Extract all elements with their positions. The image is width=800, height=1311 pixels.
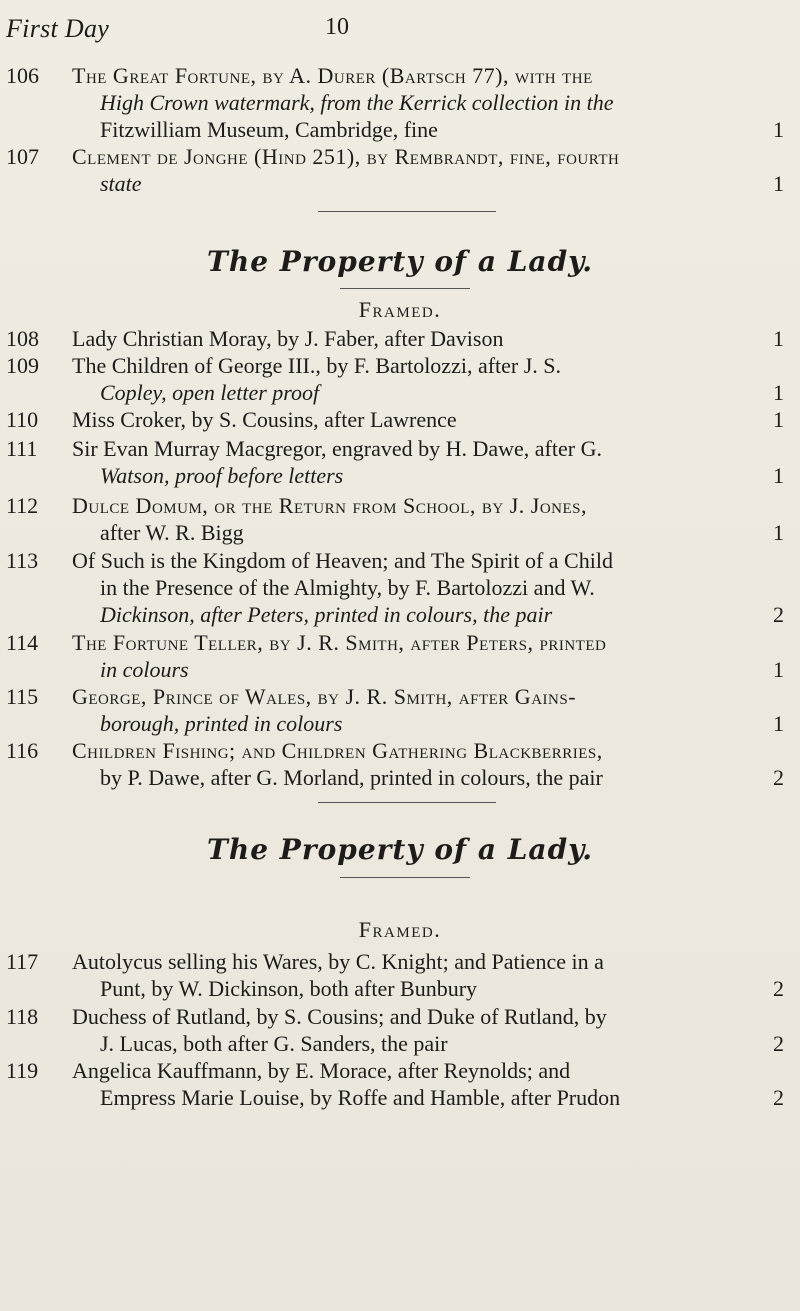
lot-108 — [0, 325, 790, 352]
lot-text-line: Punt, by W. Dickinson, both after Bunbury — [100, 976, 478, 1001]
lot-text-line: Empress Marie Louise, by Roffe and Hamble, after Prudon — [100, 1085, 621, 1110]
lot-text-line: Angelica Kauffmann, by E. Morace, after Reynolds; and — [72, 1058, 571, 1083]
lot-quantity: 2 — [773, 1085, 784, 1110]
lot-quantity: 2 — [773, 976, 784, 1001]
lot-112 — [0, 492, 790, 546]
lot-text-line: The Fortune Teller, by J. R. Smith, after Peters, printed — [72, 630, 607, 655]
heading-underline — [340, 288, 470, 289]
page-header — [0, 14, 800, 50]
lot-number: 106 — [6, 63, 39, 88]
lot-quantity: 1 — [773, 520, 784, 545]
lot-number: 118 — [6, 1004, 39, 1029]
lot-text-line: borough, printed in colours — [100, 711, 343, 736]
lot-text-line: in the Presence of the Almighty, by F. Bartolozzi and W. — [100, 575, 595, 600]
lot-text-line: Of Such is the Kingdom of Heaven; and The Spirit of a Child — [72, 548, 613, 573]
lot-number: 109 — [6, 353, 39, 378]
lot-number: 107 — [6, 144, 39, 169]
lot-117 — [0, 948, 790, 1002]
lot-number: 119 — [6, 1058, 39, 1083]
lot-number: 113 — [6, 548, 39, 573]
lot-text-line: Copley, open letter proof — [100, 380, 320, 405]
lot-quantity: 1 — [773, 463, 784, 488]
lot-113 — [0, 547, 790, 628]
lot-text-line: Lady Christian Moray, by J. Faber, after Davison — [72, 326, 504, 351]
lot-text-line: Fitzwilliam Museum, Cambridge, fine — [100, 117, 438, 142]
lot-107 — [0, 143, 790, 197]
heading-underline — [340, 877, 470, 878]
lot-text-line: by P. Dawe, after G. Morland, printed in colours, the pair — [100, 765, 603, 790]
lot-text-line: J. Lucas, both after G. Sanders, the pair — [100, 1031, 448, 1056]
lot-quantity: 2 — [773, 1031, 784, 1056]
lot-text-line: Miss Croker, by S. Cousins, after Lawrence — [72, 407, 457, 432]
lot-text-line: Clement de Jonghe (Hind 251), by Rembrandt, fine, fourth — [72, 144, 620, 169]
lot-quantity: 1 — [773, 117, 784, 142]
section-heading: The Property of a Lady. — [207, 833, 593, 866]
lot-118 — [0, 1003, 790, 1057]
lot-quantity: 1 — [773, 407, 784, 432]
lot-text-line: Sir Evan Murray Macgregor, engraved by H. Dawe, after G. — [72, 436, 602, 461]
lot-text-line: Dulce Domum, or the Return from School, by J. Jones, — [72, 493, 587, 518]
lot-quantity: 2 — [773, 602, 784, 627]
lot-114 — [0, 629, 790, 683]
lot-116 — [0, 737, 790, 791]
lot-number: 111 — [6, 436, 38, 461]
section-divider — [318, 802, 496, 803]
section-heading: The Property of a Lady. — [207, 245, 593, 278]
lot-text-line: Children Fishing; and Children Gathering Blackberries, — [72, 738, 603, 763]
lot-number: 110 — [6, 407, 39, 432]
lot-text-line: in colours — [100, 657, 189, 682]
lot-110 — [0, 406, 790, 433]
lot-quantity: 1 — [773, 711, 784, 736]
page-number: 10 — [325, 14, 349, 40]
lot-number: 114 — [6, 630, 39, 655]
lot-quantity: 2 — [773, 765, 784, 790]
lot-text-line: The Great Fortune, by A. Durer (Bartsch 77), with the — [72, 63, 593, 88]
section-divider — [318, 211, 496, 212]
running-head-day: First Day — [6, 14, 110, 43]
lot-text-line: Duchess of Rutland, by S. Cousins; and Duke of Rutland, by — [72, 1004, 607, 1029]
lot-quantity: 1 — [773, 326, 784, 351]
lot-106 — [0, 62, 790, 143]
lot-number: 116 — [6, 738, 39, 763]
lot-text-line: state — [100, 171, 142, 196]
lot-text-line: The Children of George III., by F. Bartolozzi, after J. S. — [72, 353, 562, 378]
lot-119 — [0, 1057, 790, 1111]
lot-quantity: 1 — [773, 380, 784, 405]
lot-quantity: 1 — [773, 171, 784, 196]
lot-115 — [0, 683, 790, 737]
lot-111 — [0, 435, 790, 489]
lot-quantity: 1 — [773, 657, 784, 682]
lot-109 — [0, 352, 790, 406]
lot-number: 108 — [6, 326, 39, 351]
lot-number: 115 — [6, 684, 39, 709]
section-subheading: Framed. — [358, 297, 442, 322]
lot-text-line: Watson, proof before letters — [100, 463, 344, 488]
section-subheading: Framed. — [358, 917, 442, 942]
lot-text-line: after W. R. Bigg — [100, 520, 244, 545]
lot-number: 117 — [6, 949, 39, 974]
lot-text-line: Dickinson, after Peters, printed in colours, the pair — [100, 602, 553, 627]
lot-text-line: Autolycus selling his Wares, by C. Knight; and Patience in a — [72, 949, 604, 974]
lot-text-line: High Crown watermark, from the Kerrick collection in the — [100, 90, 614, 115]
lot-number: 112 — [6, 493, 39, 518]
lot-text-line: George, Prince of Wales, by J. R. Smith, after Gains- — [72, 684, 577, 709]
